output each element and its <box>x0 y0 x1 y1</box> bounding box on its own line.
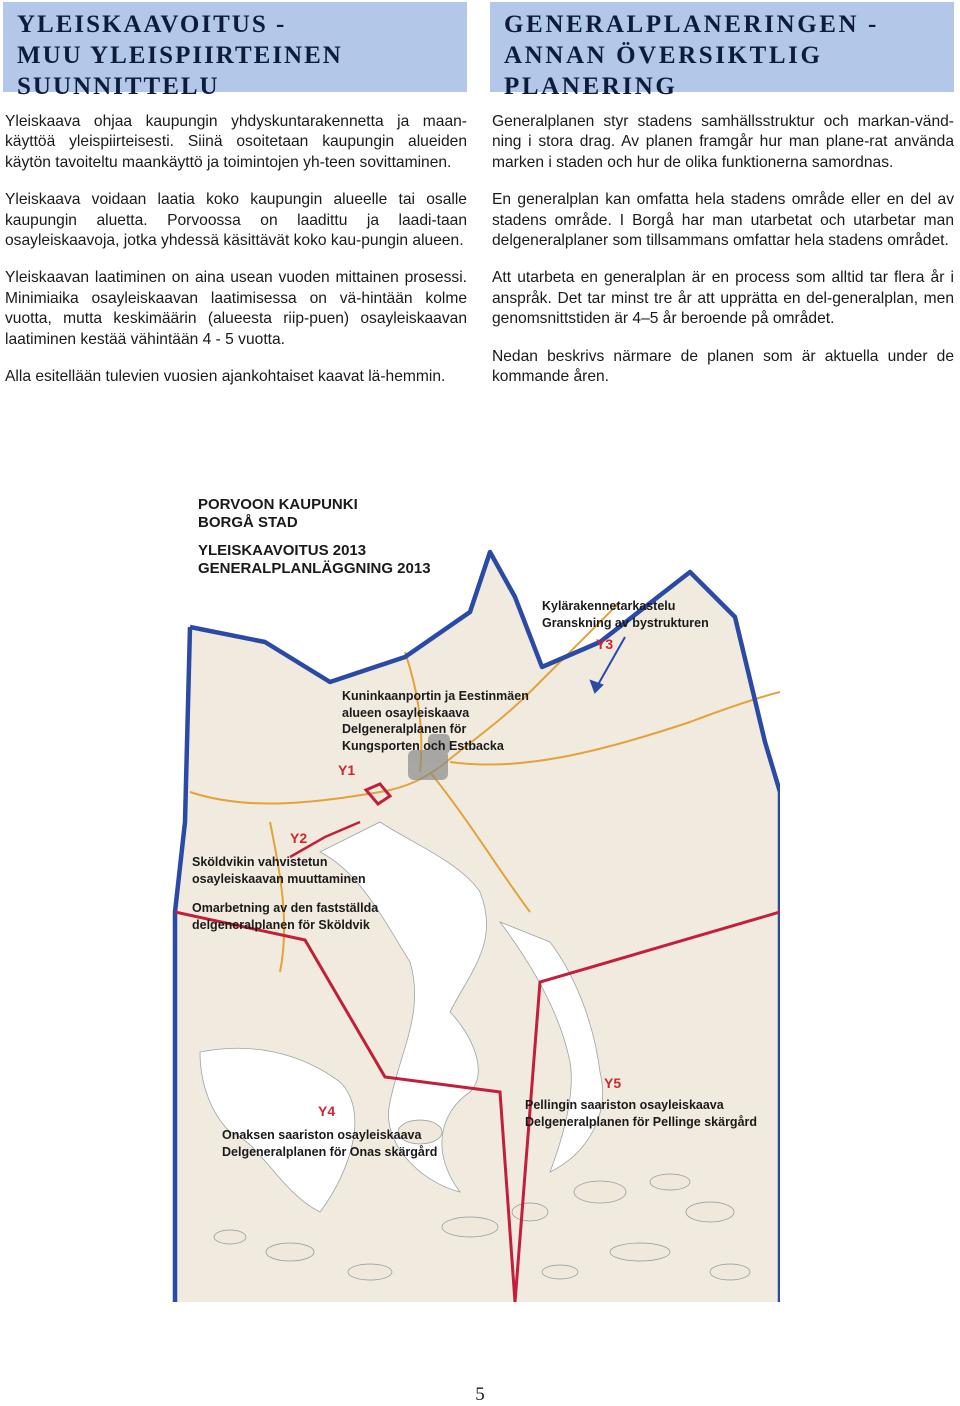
paragraph: Att utarbeta en generalplan är en process som alltid tar flera år i anspråk. Det tar minst tre år att upprätta en del-generalplan, men genomsnittstiden är 4–5 år beroende på området. <box>492 269 954 328</box>
heading-line: GENERALPLANERINGEN - <box>504 11 879 38</box>
heading-line: ANNAN ÖVERSIKTLIG <box>504 42 823 69</box>
y5-code: Y5 <box>604 1075 622 1091</box>
paragraph: Yleiskaavan laatiminen on aina usean vuoden mittainen prosessi. Minimiaika osayleiskaavan laatimisessa on vä-hintään kolme vuotta, mutta keskimäärin (alueesta riip-puen) osayleiskaavan laatiminen kestää vähintään 4 - 5 vuotta. <box>5 269 467 348</box>
y2-label-sv: Omarbetning av den fastställda delgeneralplanen för Sköldvik <box>192 901 379 932</box>
paragraph: Nedan beskrivs närmare de planen som är aktuella under de kommande åren. <box>492 347 954 386</box>
paragraph: Alla esitellään tulevien vuosien ajankohtaiset kaavat lä-hemmin. <box>5 368 446 386</box>
heading-line: YLEISKAAVOITUS - <box>17 11 287 38</box>
swedish-heading <box>490 2 954 100</box>
heading-line: PLANERING <box>504 73 678 100</box>
y3-label: Kylärakennetarkastelu Granskning av bystrukturen <box>542 599 709 630</box>
heading-line: SUUNNITTELU <box>17 73 220 100</box>
y4-code: Y4 <box>318 1103 336 1119</box>
map-title: PORVOON KAUPUNKI BORGÅ STAD <box>198 496 358 531</box>
y5-label: Pellingin saariston osayleiskaava Delgeneralplanen för Pellinge skärgård <box>525 1098 758 1129</box>
finnish-heading <box>3 2 467 100</box>
y4-label: Onaksen saariston osayleiskaava Delgeneralplanen för Onas skärgård <box>222 1128 438 1159</box>
y3-code: Y3 <box>596 636 614 652</box>
finnish-column <box>3 2 467 404</box>
finnish-body <box>3 92 467 387</box>
swedish-body <box>490 92 954 387</box>
y1-label: Kuninkaanportin ja Eestinmäen alueen osayleiskaava Delgeneralplanen för Kungsporten och Estbacka <box>342 689 529 753</box>
y2-code: Y2 <box>290 830 308 846</box>
heading-line: MUU YLEISPIIRTEINEN <box>17 42 343 69</box>
paragraph: En generalplan kan omfatta hela stadens område eller en del av stadens område. I Borgå har man utarbetat och utarbetar man delgeneralplaner som tillsammans omfattar hela stadens området. <box>492 191 954 250</box>
y2-label-fi: Sköldvikin vahvistetun osayleiskaavan muuttaminen <box>192 855 366 886</box>
paragraph: Generalplanen styr stadens samhällsstruktur och markan-vänd-ning i stora drag. Av planen framgår hur man plane-rat använda marken i staden och hur de olika funktionerna samordnas. <box>492 113 954 171</box>
y1-code: Y1 <box>338 762 356 778</box>
planning-map <box>170 492 780 1302</box>
page-number: 5 <box>475 1384 485 1405</box>
swedish-column <box>490 2 954 404</box>
map-subtitle: YLEISKAAVOITUS 2013 GENERALPLANLÄGGNING 2013 <box>198 542 431 577</box>
paragraph: Yleiskaava voidaan laatia koko kaupungin alueelle tai osalle kaupungin aluetta. Porvoossa on laadittu ja laadi-taan osayleiskaavoja, jotka yhdessä käsittävät koko kau-pungin alueen. <box>5 191 467 250</box>
paragraph: Yleiskaava ohjaa kaupungin yhdyskuntarakennetta ja maan-käyttöä yleispiirteisesti. Siinä osoitetaan kaupungin alueiden käytön tavoiteltu maankäyttö ja toimintojen yh-teen sovittaminen. <box>5 113 467 171</box>
